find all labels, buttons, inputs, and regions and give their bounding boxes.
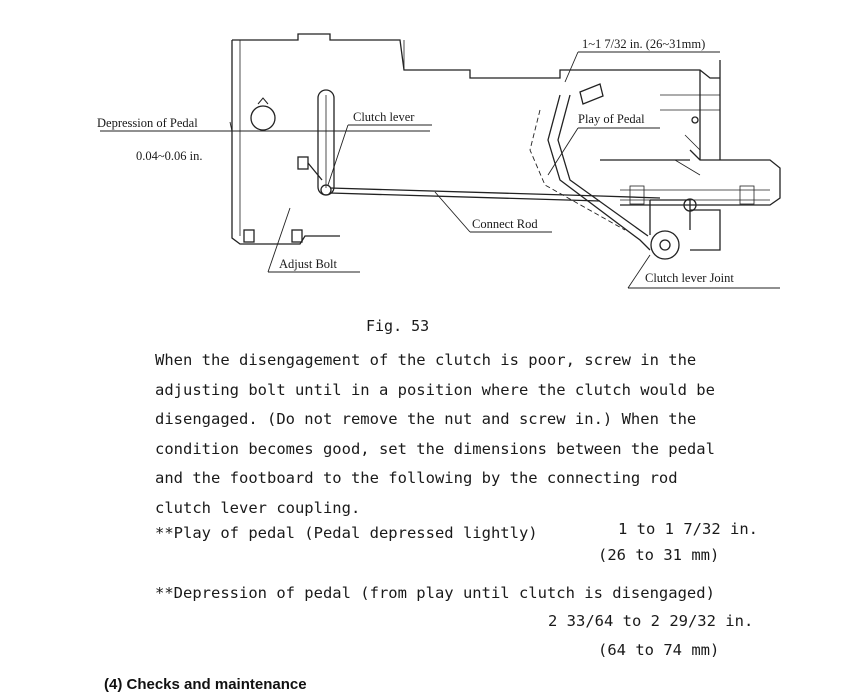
body-line: and the footboard to the following by the connecting rod	[155, 469, 678, 488]
body-line: disengaged. (Do not remove the nut and screw in.) When the	[155, 410, 697, 429]
label-connect-rod: Connect Rod	[472, 217, 538, 231]
label-play-dimension: 1~1 7/32 in. (26~31mm)	[582, 37, 706, 51]
spec-play-label: **Play of pedal (Pedal depressed lightly)	[155, 524, 538, 542]
figure-caption: Fig. 53	[366, 317, 430, 335]
label-play-of-pedal: Play of Pedal	[578, 112, 645, 126]
label-depression-of-pedal: Depression of Pedal	[97, 116, 198, 130]
body-line: adjusting bolt until in a position where the clutch would be	[155, 380, 715, 399]
spec-play-in: 1 to 1 7/32 in.	[618, 520, 758, 538]
body-line: When the disengagement of the clutch is poor, screw in the	[155, 351, 697, 369]
spec-play-mm: (26 to 31 mm)	[598, 546, 720, 564]
spec-depression-in: 2 33/64 to 2 29/32 in.	[548, 612, 754, 630]
body-line: clutch lever coupling.	[155, 498, 361, 517]
label-depression-range: 0.04~0.06 in.	[136, 149, 203, 163]
spec-depression-mm: (64 to 74 mm)	[598, 641, 720, 659]
section-heading: (4) Checks and maintenance	[104, 676, 307, 693]
spec-depression-label: **Depression of pedal (from play until clutch is disengaged)	[155, 584, 715, 602]
clutch-linkage-diagram	[0, 0, 860, 300]
body-paragraph	[155, 346, 795, 524]
label-adjust-bolt: Adjust Bolt	[279, 257, 337, 271]
label-clutch-lever: Clutch lever	[353, 110, 415, 124]
label-clutch-lever-joint: Clutch lever Joint	[645, 271, 734, 285]
body-line: condition becomes good, set the dimensions between the pedal	[155, 439, 715, 458]
